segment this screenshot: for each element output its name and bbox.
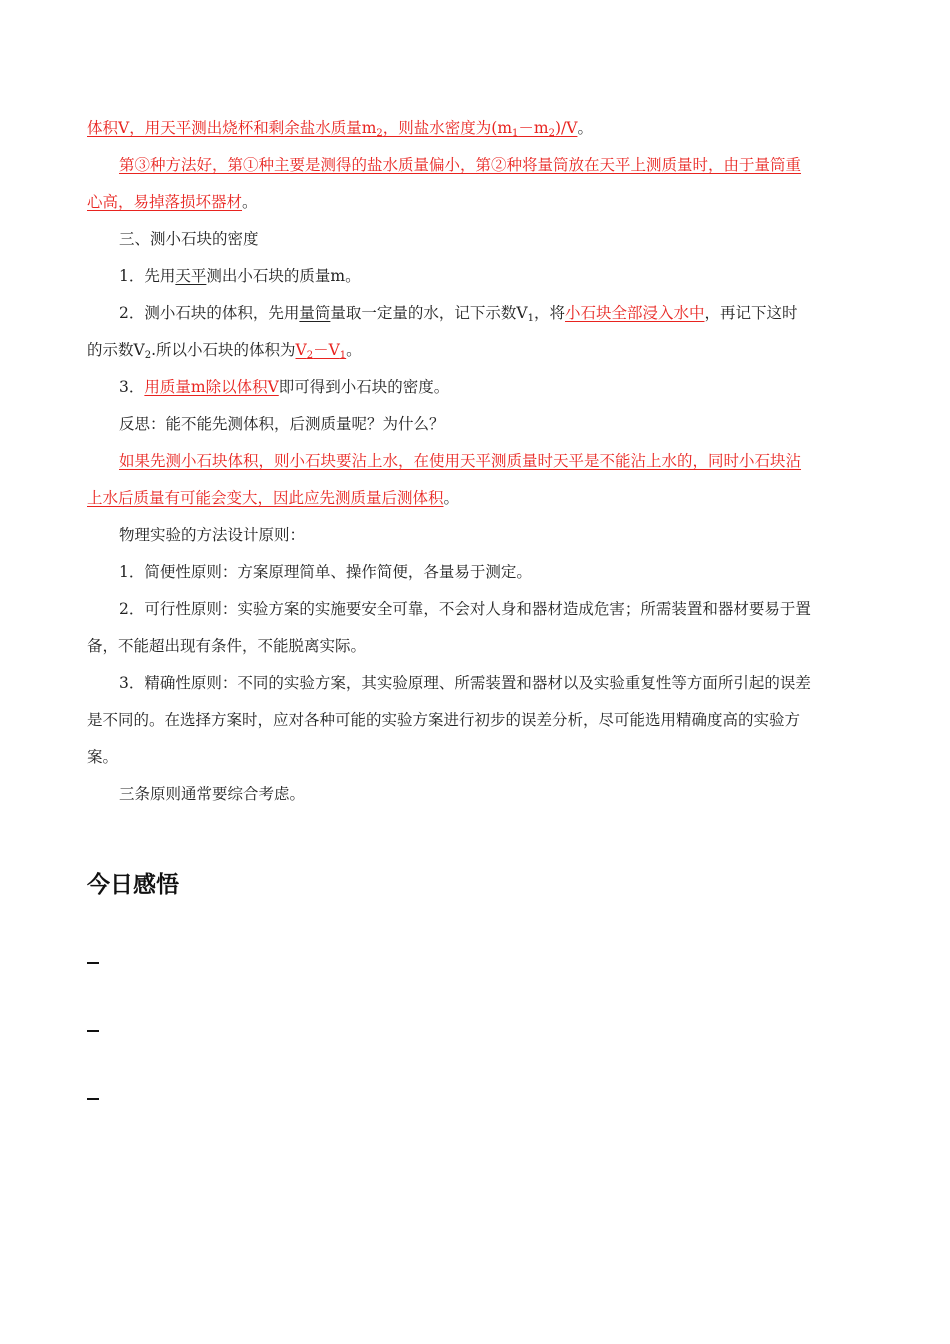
step-text: .所以小石块的体积为 — [151, 341, 296, 359]
section-title-reflection: 今日感悟 — [87, 872, 179, 898]
blank-line — [87, 1030, 99, 1032]
step-text: 量取一定量的水，记下示数V — [330, 304, 528, 322]
step-2-cont — [87, 332, 865, 369]
step-text: 即可得到小石块的密度。 — [278, 378, 450, 396]
step-2 — [87, 295, 865, 332]
answer-line-method-comparison — [87, 147, 865, 184]
answer-text: －m — [518, 119, 549, 137]
step-text: 的示数V — [87, 341, 145, 359]
subscript: 2 — [548, 128, 555, 139]
punctuation: 。 — [577, 119, 593, 137]
answer-text: 用质量m除以体积V — [144, 378, 279, 396]
step-text: ，将 — [533, 304, 565, 322]
answer-line-method-comparison-cont — [87, 184, 865, 221]
principle-3: 3．精确性原则：不同的实验方案，其实验原理、所需装置和器材以及实验重复性等方面所引起的误差 — [119, 674, 811, 692]
subscript: 2 — [376, 128, 383, 139]
answer-line-salt-water-volume — [87, 110, 865, 147]
principle-1: 1．简便性原则：方案原理简单、操作简便，各量易于测定。 — [119, 563, 532, 581]
step-text: 测出小石块的质量m。 — [206, 267, 361, 285]
reflection-answer — [87, 443, 865, 480]
punctuation: 。 — [242, 193, 258, 211]
principles-heading: 物理实验的方法设计原则： — [119, 526, 306, 544]
answer-text: 心高，易掉落损坏器材 — [87, 193, 243, 211]
answer-text: 体积V，用天平测出烧杯和剩余盐水质量m — [87, 119, 377, 137]
answer-text: 上水后质量有可能会变大，因此应先测质量后测体积 — [87, 489, 444, 507]
principles-summary: 三条原则通常要综合考虑。 — [119, 785, 306, 803]
subscript: 1 — [339, 350, 347, 361]
blank-answer: 天平 — [175, 267, 207, 285]
answer-text: 如果先测小石块体积，则小石块要沾上水，在使用天平测质量时天平是不能沾上水的，同时小石块沾 — [119, 452, 802, 470]
blank-line — [87, 1098, 99, 1100]
subscript: 2 — [144, 350, 152, 361]
reflection-answer-cont — [87, 480, 865, 517]
answer-text: )/V — [554, 119, 578, 137]
principle-2: 2．可行性原则：实验方案的实施要安全可靠，不会对人身和器材造成危害；所需装置和器材要易于置 — [119, 600, 811, 618]
principle-3-cont: 是不同的。在选择方案时，应对各种可能的实验方案进行初步的误差分析，尽可能选用精确度高的实验方 — [87, 711, 801, 729]
step-text: 1．先用 — [119, 267, 176, 285]
answer-text: －V — [313, 341, 340, 359]
subscript: 2 — [306, 350, 314, 361]
principle-2-cont: 备，不能超出现有条件，不能脱离实际。 — [87, 637, 367, 655]
blank-line — [87, 962, 99, 964]
answer-text: 小石块全部浸入水中 — [564, 304, 705, 322]
reflection-question: 反思：能不能先测体积，后测质量呢？为什么？ — [119, 415, 445, 433]
principle-3-cont-2: 案。 — [87, 748, 119, 766]
section-heading-stone-density: 三、测小石块的密度 — [119, 230, 259, 248]
step-1 — [87, 258, 865, 295]
subscript: 1 — [527, 313, 534, 324]
step-text: 2．测小石块的体积，先用 — [119, 304, 300, 322]
step-text: 3． — [119, 378, 145, 396]
answer-text: 第③种方法好，第①种主要是测得的盐水质量偏小，第②种将量筒放在天平上测质量时，由于量筒重 — [119, 156, 802, 174]
punctuation: 。 — [346, 341, 362, 359]
answer-text: ，则盐水密度为(m — [382, 119, 513, 137]
subscript: 1 — [512, 128, 519, 139]
answer-text: V — [295, 341, 307, 359]
step-3 — [87, 369, 865, 406]
punctuation: 。 — [443, 489, 460, 507]
step-text: ，再记下这时 — [704, 304, 798, 322]
blank-answer: 量筒 — [299, 304, 331, 322]
